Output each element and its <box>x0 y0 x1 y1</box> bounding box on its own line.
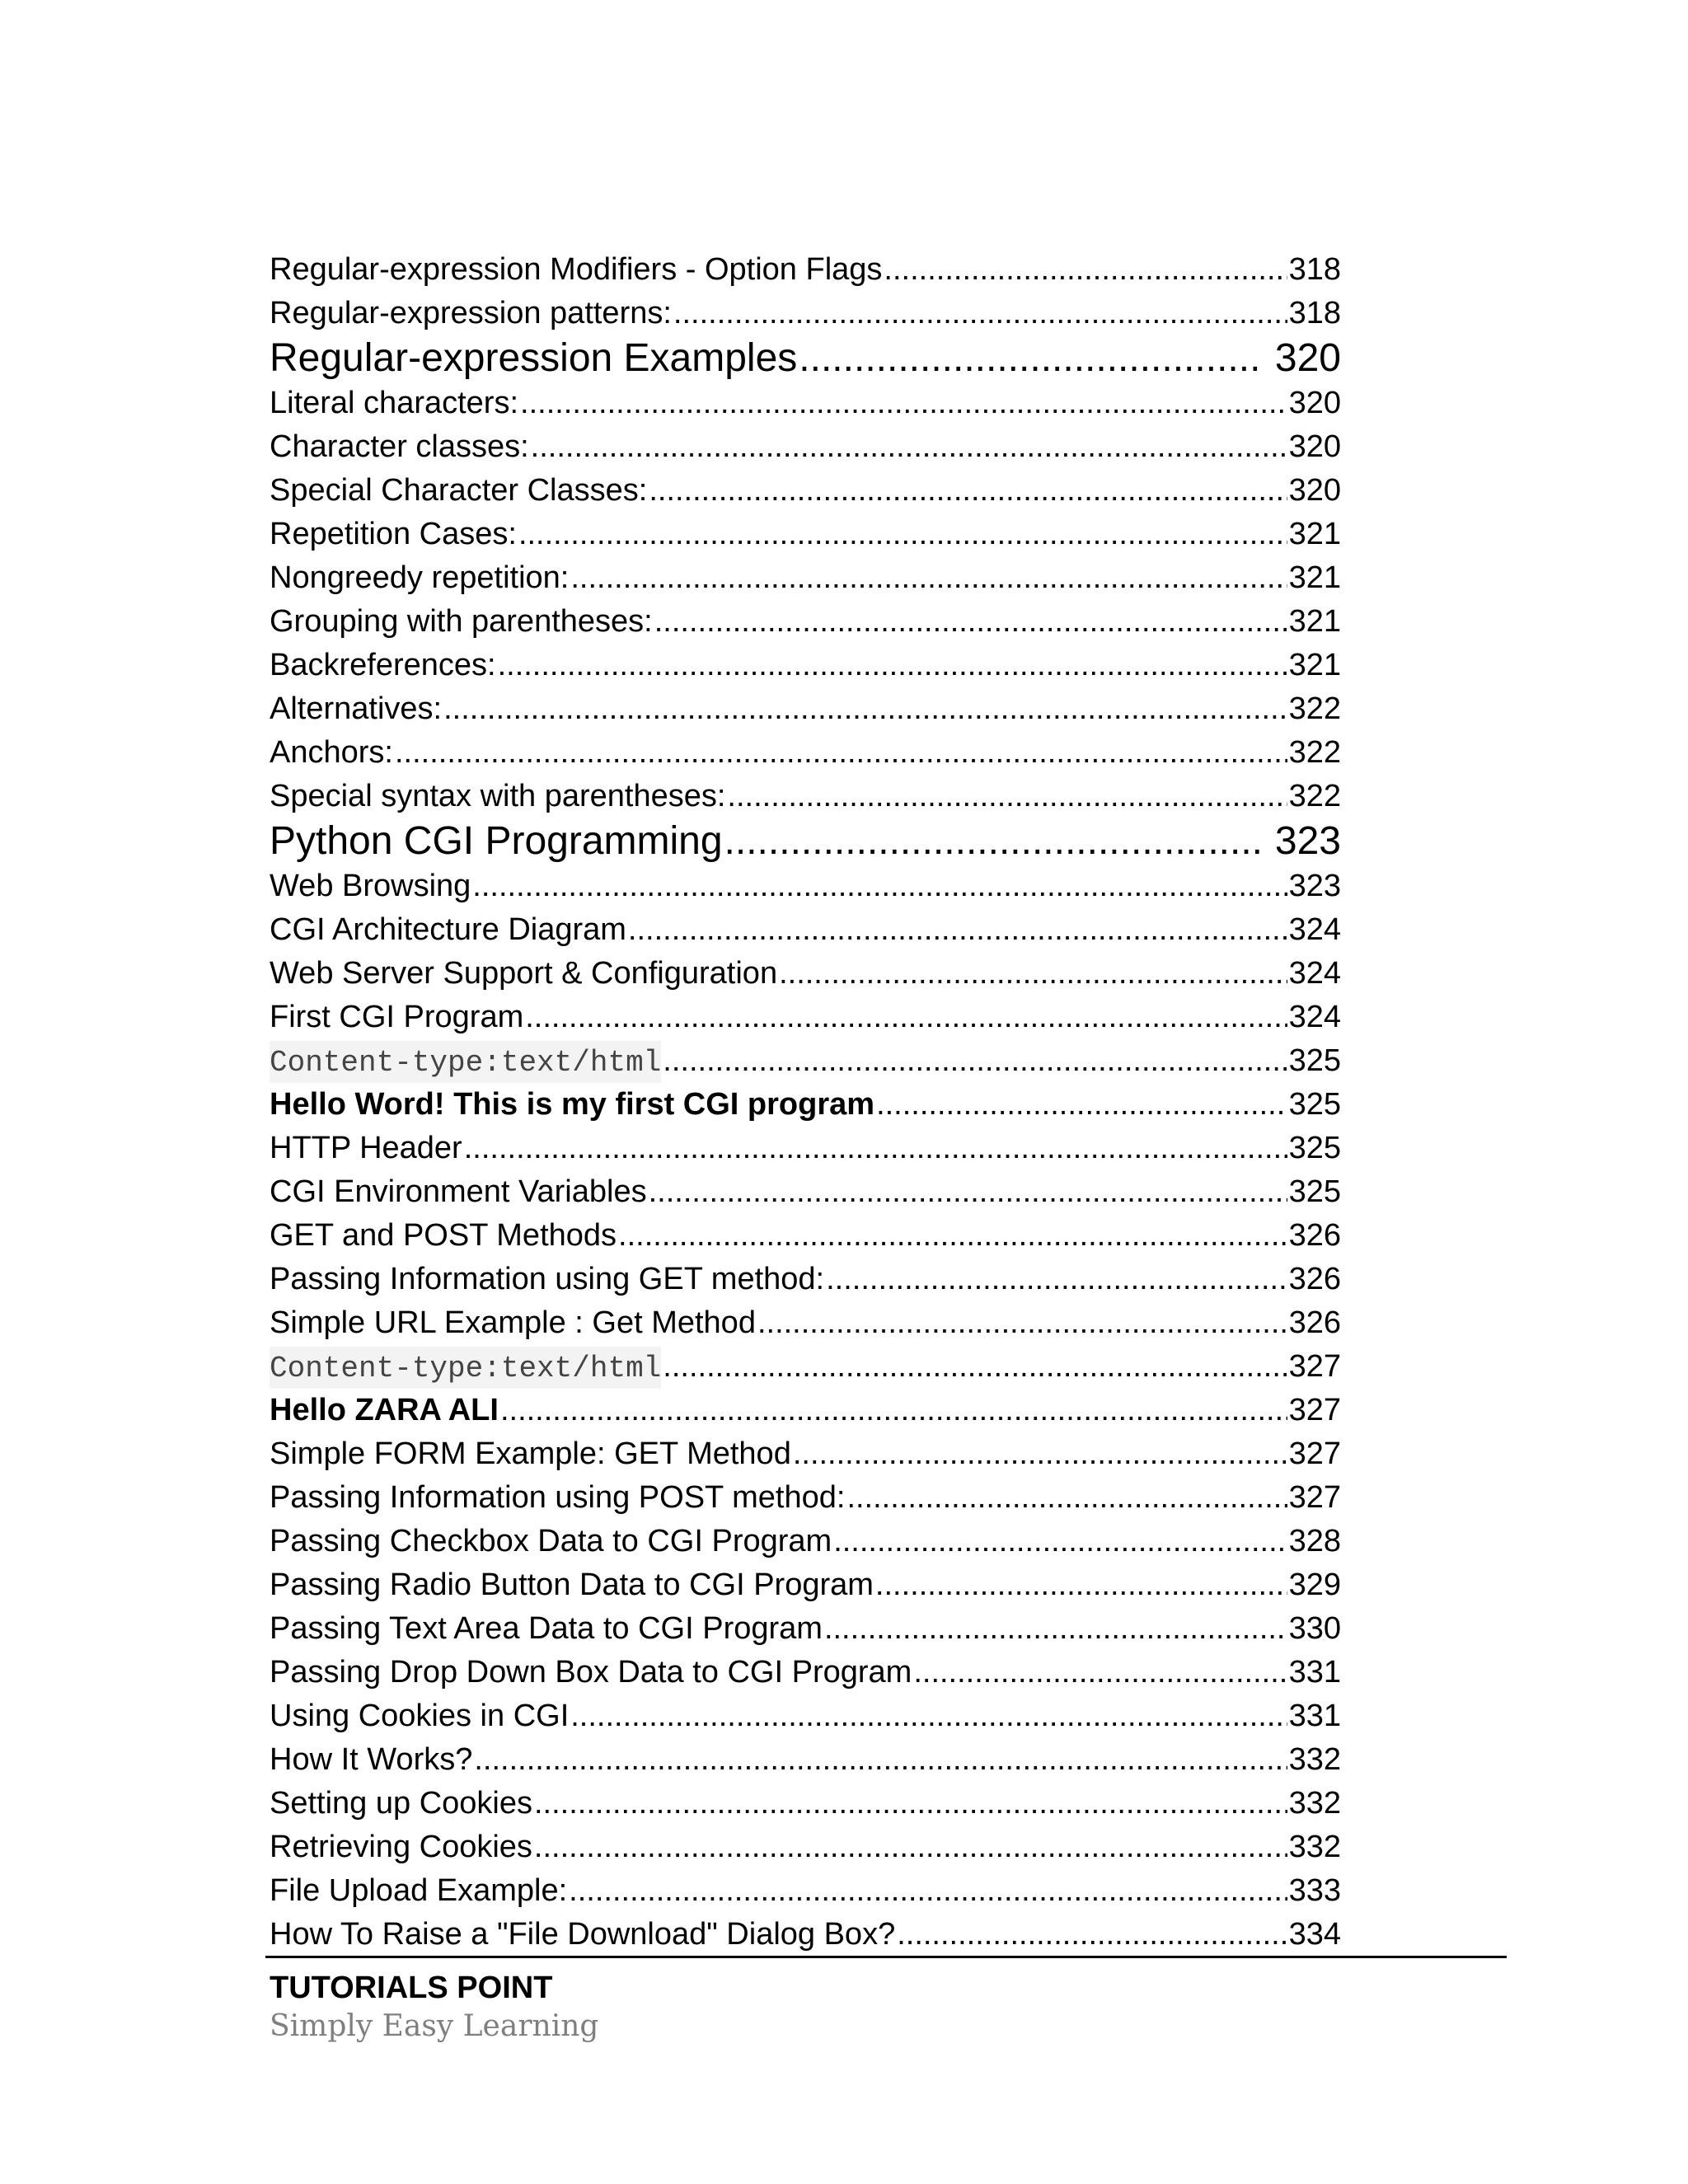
toc-entry[interactable] <box>270 1432 1341 1476</box>
toc-dot-leader <box>618 1214 1287 1258</box>
toc-page-number: 324 <box>1288 1000 1341 1034</box>
toc-page-number: 318 <box>1288 296 1341 330</box>
toc-entry[interactable] <box>270 1476 1341 1520</box>
toc-entry[interactable] <box>270 1214 1341 1258</box>
toc-entry-title: Backreferences: <box>270 648 496 682</box>
toc-entry[interactable] <box>270 1301 1341 1345</box>
toc-entry-title: How It Works? <box>270 1742 473 1777</box>
toc-page-number: 331 <box>1288 1655 1341 1690</box>
toc-entry[interactable] <box>270 1039 1341 1083</box>
toc-entry-title: Content-type:text/html <box>270 1347 661 1389</box>
toc-page-number: 320 <box>1288 473 1341 508</box>
toc-entry-title: Python CGI Programming <box>270 819 723 863</box>
toc-entry-title: Using Cookies in CGI <box>270 1699 570 1733</box>
toc-entry-title: HTTP Header <box>270 1131 462 1165</box>
toc-entry-title: Character classes: <box>270 429 529 464</box>
toc-entry[interactable] <box>270 1563 1341 1607</box>
toc-entry[interactable] <box>270 996 1341 1039</box>
toc-entry[interactable] <box>270 818 1341 865</box>
toc-entry-title: GET and POST Methods <box>270 1218 617 1253</box>
toc-entry-title: Web Server Support & Configuration <box>270 956 778 991</box>
toc-dot-leader <box>525 996 1287 1039</box>
toc-dot-leader <box>884 248 1287 292</box>
toc-dot-leader <box>534 1782 1287 1825</box>
toc-dot-leader <box>570 556 1287 600</box>
toc-entry[interactable] <box>270 644 1341 687</box>
toc-entry-title: Passing Text Area Data to CGI Program <box>270 1611 823 1646</box>
toc-entry-title: CGI Environment Variables <box>270 1174 647 1209</box>
toc-entry[interactable] <box>270 1738 1341 1782</box>
toc-entry[interactable] <box>270 425 1341 469</box>
toc-page-number: 326 <box>1288 1218 1341 1253</box>
toc-dot-leader <box>846 1476 1287 1520</box>
toc-entry-title: Special Character Classes: <box>270 473 648 508</box>
toc-entry[interactable] <box>270 248 1341 292</box>
toc-entry-title: Regular-expression patterns: <box>270 296 672 330</box>
toc-dot-leader <box>498 644 1287 687</box>
toc-dot-leader <box>464 1127 1287 1170</box>
footer-title: TUTORIALS POINT <box>270 1971 553 2005</box>
toc-entry[interactable] <box>270 687 1341 731</box>
toc-page-number: 324 <box>1288 956 1341 991</box>
toc-dot-leader <box>673 292 1287 335</box>
toc-entry-title: Passing Drop Down Box Data to CGI Program <box>270 1655 912 1690</box>
toc-page-number: 326 <box>1288 1305 1341 1340</box>
toc-dot-leader <box>474 1738 1287 1782</box>
toc-page-number: 323 <box>1288 869 1341 903</box>
toc-dot-leader <box>649 1170 1287 1214</box>
toc-entry-title: Alternatives: <box>270 691 443 726</box>
toc-entry[interactable] <box>270 1913 1341 1957</box>
toc-entry[interactable] <box>270 1782 1341 1825</box>
toc-entry-title: Anchors: <box>270 735 393 770</box>
footer-tagline: Simply Easy Learning <box>270 2009 599 2043</box>
toc-entry-title: Simple FORM Example: GET Method <box>270 1436 791 1471</box>
toc-dot-leader <box>570 1694 1287 1738</box>
toc-entry-title: CGI Architecture Diagram <box>270 912 626 947</box>
toc-entry-title: File Upload Example: <box>270 1873 568 1908</box>
toc-entry[interactable] <box>270 1345 1341 1389</box>
toc-entry-title: Web Browsing <box>270 869 471 903</box>
toc-page-number: 318 <box>1288 252 1341 287</box>
toc-page-number: 332 <box>1288 1742 1341 1777</box>
toc-entry-title: Nongreedy repetition: <box>270 560 570 595</box>
toc-page-number: 332 <box>1288 1830 1341 1864</box>
toc-entry[interactable] <box>270 1083 1341 1127</box>
table-of-contents <box>270 248 1341 1957</box>
toc-page-number: 325 <box>1288 1043 1341 1078</box>
toc-dot-leader <box>875 1563 1287 1607</box>
toc-page-number: 327 <box>1288 1436 1341 1471</box>
toc-entry-title: Grouping with parentheses: <box>270 604 653 639</box>
toc-entry-title: Literal characters: <box>270 386 519 420</box>
toc-dot-leader <box>824 1607 1287 1651</box>
toc-entry-title: Passing Information using GET method: <box>270 1262 825 1296</box>
toc-dot-leader <box>628 908 1287 952</box>
toc-entry[interactable] <box>270 1127 1341 1170</box>
toc-page-number: 327 <box>1288 1393 1341 1427</box>
toc-page-number: 327 <box>1288 1349 1341 1384</box>
toc-entry-title: Repetition Cases: <box>270 517 517 551</box>
toc-dot-leader <box>649 469 1287 513</box>
toc-entry[interactable] <box>270 335 1341 382</box>
toc-dot-leader <box>724 818 1264 865</box>
toc-page-number: 321 <box>1288 517 1341 551</box>
toc-dot-leader <box>833 1520 1287 1563</box>
toc-entry[interactable] <box>270 469 1341 513</box>
toc-entry-title: Content-type:text/html <box>270 1041 661 1083</box>
toc-entry-title: Regular-expression Examples <box>270 336 798 380</box>
toc-entry-title: Passing Information using POST method: <box>270 1480 846 1515</box>
toc-page-number: 323 <box>1274 819 1341 863</box>
toc-dot-leader <box>793 1432 1287 1476</box>
toc-entry[interactable] <box>270 952 1341 996</box>
toc-page-number: 321 <box>1288 560 1341 595</box>
toc-entry[interactable] <box>270 1389 1341 1432</box>
toc-dot-leader <box>826 1258 1287 1301</box>
toc-entry-title: Setting up Cookies <box>270 1786 532 1821</box>
toc-entry[interactable] <box>270 513 1341 556</box>
toc-page-number: 320 <box>1288 386 1341 420</box>
toc-dot-leader <box>395 731 1287 775</box>
toc-page-number: 325 <box>1288 1131 1341 1165</box>
toc-entry[interactable] <box>270 1869 1341 1913</box>
toc-dot-leader <box>534 1825 1287 1869</box>
toc-entry-title: How To Raise a "File Download" Dialog Box? <box>270 1917 896 1952</box>
toc-entry-title: First CGI Program <box>270 1000 524 1034</box>
toc-page-number: 324 <box>1288 912 1341 947</box>
toc-entry[interactable] <box>270 1825 1341 1869</box>
toc-dot-leader <box>531 425 1287 469</box>
toc-page-number: 325 <box>1288 1087 1341 1122</box>
toc-entry-title: Passing Checkbox Data to CGI Program <box>270 1524 832 1558</box>
toc-entry[interactable] <box>270 865 1341 908</box>
toc-dot-leader <box>727 775 1287 818</box>
toc-entry[interactable] <box>270 1170 1341 1214</box>
toc-dot-leader <box>799 335 1264 382</box>
toc-entry-title: Special syntax with parentheses: <box>270 779 726 813</box>
toc-entry-title: Hello ZARA ALI <box>270 1393 499 1427</box>
toc-page-number: 330 <box>1288 1611 1341 1646</box>
toc-page-number: 320 <box>1288 429 1341 464</box>
toc-page-number: 321 <box>1288 648 1341 682</box>
toc-dot-leader <box>443 687 1287 731</box>
toc-dot-leader <box>518 513 1287 556</box>
toc-page-number: 328 <box>1288 1524 1341 1558</box>
toc-entry-title: Regular-expression Modifiers - Option Flags <box>270 252 883 287</box>
toc-entry[interactable] <box>270 1520 1341 1563</box>
toc-entry[interactable] <box>270 556 1341 600</box>
toc-dot-leader <box>897 1913 1287 1957</box>
toc-page-number: 320 <box>1274 336 1341 380</box>
toc-entry[interactable] <box>270 1694 1341 1738</box>
toc-dot-leader <box>472 865 1287 908</box>
toc-page-number: 326 <box>1288 1262 1341 1296</box>
toc-entry-title: Hello Word! This is my first CGI program <box>270 1087 875 1122</box>
toc-dot-leader <box>913 1651 1287 1694</box>
toc-entry-title: Passing Radio Button Data to CGI Program <box>270 1568 874 1602</box>
toc-dot-leader <box>654 600 1287 644</box>
toc-page-number: 322 <box>1288 779 1341 813</box>
toc-page-number: 329 <box>1288 1568 1341 1602</box>
toc-dot-leader <box>663 1039 1287 1083</box>
toc-entry[interactable] <box>270 1651 1341 1694</box>
toc-dot-leader <box>520 382 1287 425</box>
toc-entry[interactable] <box>270 292 1341 335</box>
toc-page-number: 322 <box>1288 735 1341 770</box>
toc-entry[interactable] <box>270 600 1341 644</box>
toc-page-number: 331 <box>1288 1699 1341 1733</box>
toc-page-number: 332 <box>1288 1786 1341 1821</box>
toc-entry[interactable] <box>270 775 1341 818</box>
toc-entry[interactable] <box>270 731 1341 775</box>
toc-entry-title: Retrieving Cookies <box>270 1830 532 1864</box>
toc-page-number: 325 <box>1288 1174 1341 1209</box>
toc-entry-title: Simple URL Example : Get Method <box>270 1305 756 1340</box>
toc-entry[interactable] <box>270 382 1341 425</box>
toc-entry[interactable] <box>270 908 1341 952</box>
toc-page-number: 327 <box>1288 1480 1341 1515</box>
toc-dot-leader <box>663 1345 1287 1389</box>
toc-page-number: 322 <box>1288 691 1341 726</box>
toc-dot-leader <box>757 1301 1287 1345</box>
footer-divider <box>265 1956 1507 1958</box>
toc-entry[interactable] <box>270 1607 1341 1651</box>
toc-page-number: 321 <box>1288 604 1341 639</box>
toc-dot-leader <box>876 1083 1287 1127</box>
toc-page-number: 334 <box>1288 1917 1341 1952</box>
toc-page-number: 333 <box>1288 1873 1341 1908</box>
toc-entry[interactable] <box>270 1258 1341 1301</box>
toc-dot-leader <box>500 1389 1287 1432</box>
toc-dot-leader <box>779 952 1287 996</box>
toc-dot-leader <box>569 1869 1287 1913</box>
